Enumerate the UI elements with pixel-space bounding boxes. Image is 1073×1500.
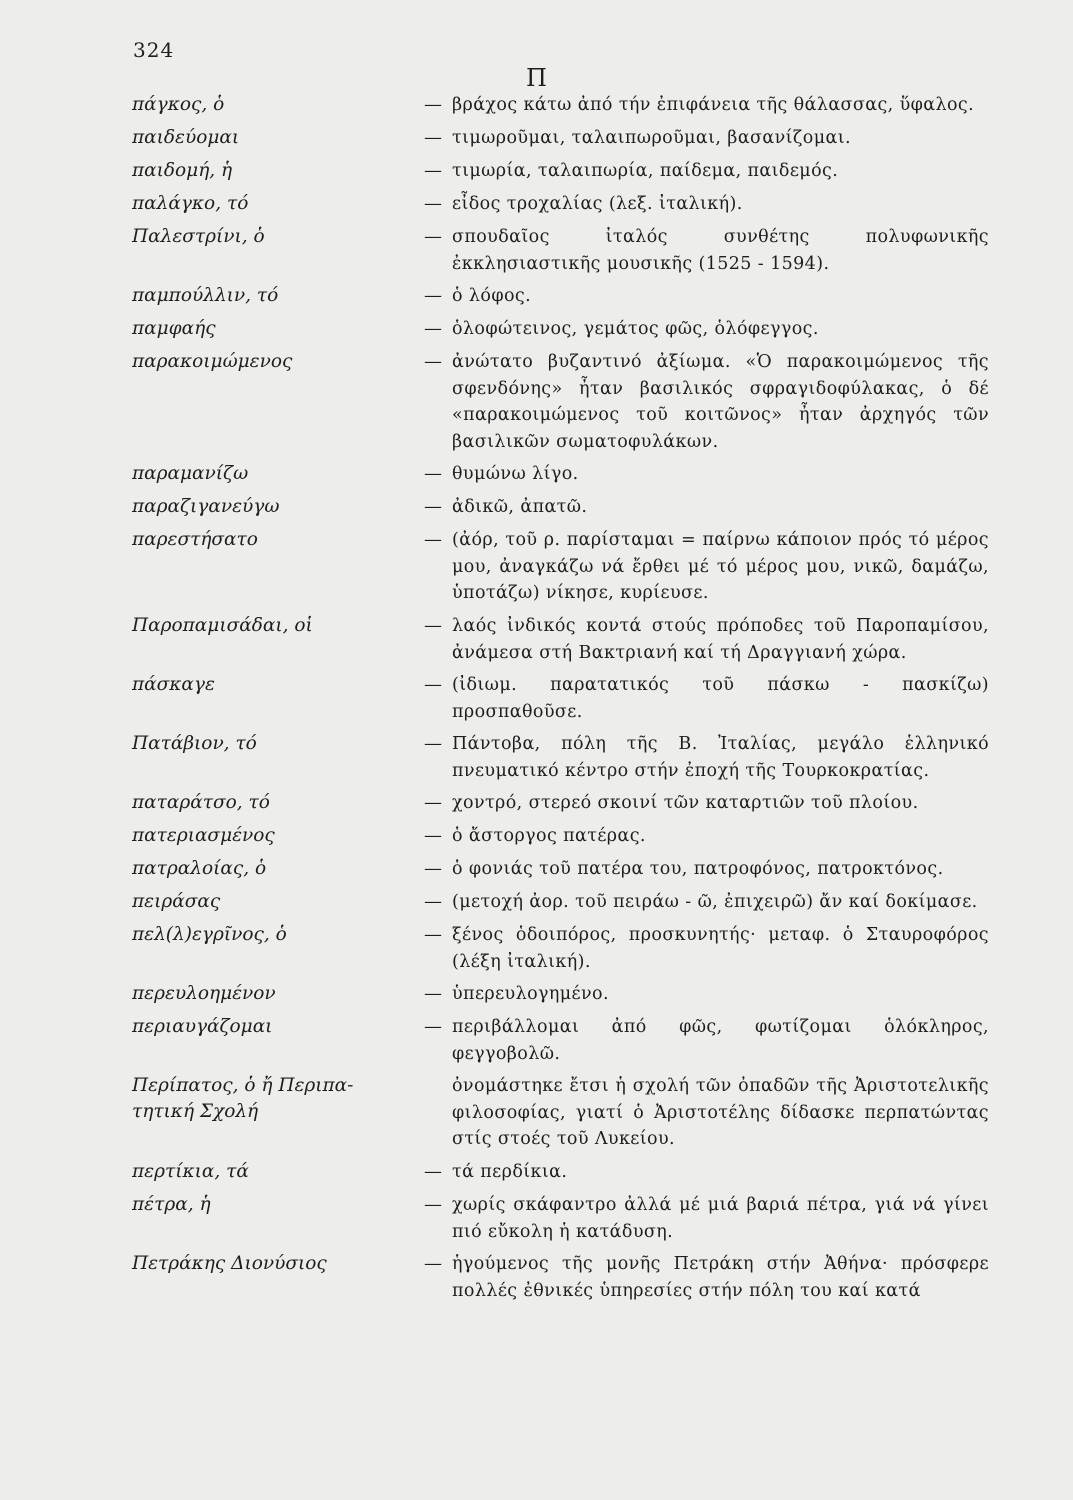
glossary-entry (0, 459, 1073, 492)
entry-headword: παταράτσο, τό (132, 792, 270, 813)
entry-headword: πέτρα, ἡ (132, 1194, 211, 1215)
glossary-entry (0, 222, 1073, 281)
entry-definition: ἀδικῶ, ἀπατῶ. (452, 497, 588, 517)
glossary-entries (0, 90, 1073, 1308)
entry-definition: ὁ ἄστοργος πατέρας. (452, 826, 646, 846)
entry-definition: περιβάλλομαι ἀπό φῶς, φωτίζομαι ὁλόκληρος, φεγγοβολῶ. (452, 1017, 989, 1064)
entry-dash: — (424, 94, 442, 115)
entry-headword: πάσκαγε (132, 674, 215, 695)
entry-headword: παραμανίζω (132, 463, 249, 484)
entry-definition: (ἰδιωμ. παρατατικός τοῦ πάσκω - πασκίζω) προσπαθοῦσε. (452, 675, 989, 722)
entry-definition: βράχος κάτω ἀπό τήν ἐπιφάνεια τῆς θάλασσας, ὕφαλος. (452, 95, 975, 115)
entry-definition: ὑπερευλογημένο. (452, 984, 609, 1004)
entry-definition: ξένος ὁδοιπόρος, προσκυνητής· μεταφ. ὁ Σταυροφόρος (λέξη ἰταλική). (452, 925, 989, 972)
entry-dash: — (424, 318, 442, 339)
glossary-entry (0, 788, 1073, 821)
glossary-entry (0, 887, 1073, 920)
page-number: 324 (133, 38, 175, 62)
glossary-entry (0, 123, 1073, 156)
entry-dash: — (424, 891, 442, 912)
entry-definition: τιμωροῦμαι, ταλαιπωροῦμαι, βασανίζομαι. (452, 128, 851, 148)
glossary-entry (0, 979, 1073, 1012)
entry-headword: Παροπαμισάδαι, οἱ (132, 615, 313, 636)
entry-dash: — (424, 983, 442, 1004)
entry-definition: ἡγούμενος τῆς μονῆς Πετράκη στήν Ἀθήνα· πρόσφερε πολλές ἐθνικές ὑπηρεσίες στήν πόλη του καί κατά (452, 1254, 989, 1301)
entry-dash: — (424, 924, 442, 945)
glossary-entry (0, 347, 1073, 459)
entry-definition: θυμώνω λίγο. (452, 464, 579, 484)
glossary-entry (0, 1012, 1073, 1071)
glossary-entry (0, 314, 1073, 347)
entry-dash: — (424, 529, 442, 550)
entry-dash: — (424, 825, 442, 846)
entry-dash: — (424, 733, 442, 754)
glossary-entry (0, 1190, 1073, 1249)
entry-dash: — (424, 1161, 442, 1182)
entry-headword: Παλεστρίνι, ὁ (132, 226, 265, 247)
entry-definition: χωρίς σκάφαντρο ἀλλά μέ μιά βαριά πέτρα, γιά νά γίνει πιό εὔκολη ἡ κατάδυση. (452, 1195, 989, 1242)
entry-definition: τά περδίκια. (452, 1162, 568, 1182)
entry-definition: (μετοχή ἀορ. τοῦ πειράω - ῶ, ἐπιχειρῶ) ἄν καί δοκίμασε. (452, 892, 978, 912)
entry-headword: περιαυγάζομαι (132, 1016, 273, 1037)
glossary-entry (0, 189, 1073, 222)
entry-headword: Περίπατος, ὁ ἤ Περιπα- τητική Σχολή (132, 1075, 354, 1122)
entry-headword: πατραλοίας, ὁ (132, 858, 267, 879)
glossary-entry (0, 281, 1073, 314)
entry-dash: — (424, 193, 442, 214)
glossary-entry (0, 1071, 1073, 1157)
entry-headword: πειράσας (132, 891, 221, 912)
entry-dash: — (424, 792, 442, 813)
entry-headword: πατεριασμένος (132, 825, 275, 846)
entry-dash: — (424, 463, 442, 484)
glossary-entry (0, 90, 1073, 123)
entry-dash: — (424, 858, 442, 879)
entry-headword: παλάγκο, τό (132, 193, 249, 214)
entry-dash: — (424, 160, 442, 181)
entry-definition: ὀνομάστηκε ἔτσι ἡ σχολή τῶν ὀπαδῶν τῆς Ἀριστοτελικῆς φιλοσοφίας, γιατί ὁ Ἀριστοτέλης δίδασκε περπατώντας στίς στοές τοῦ Λυκείου. (452, 1076, 989, 1149)
entry-headword: παραζιγανεύγω (132, 496, 280, 517)
entry-dash: — (424, 1016, 442, 1037)
entry-definition: χοντρό, στερεό σκοινί τῶν καταρτιῶν τοῦ πλοίου. (452, 793, 919, 813)
entry-headword: παιδεύομαι (132, 127, 240, 148)
entry-headword: παμφαής (132, 318, 216, 339)
entry-headword: παιδομή, ἡ (132, 160, 233, 181)
entry-definition: (ἀόρ, τοῦ ρ. παρίσταμαι = παίρνω κάποιον πρός τό μέρος μου, ἀναγκάζω νά ἔρθει μέ τό μέρος μου, νικῶ, δαμάζω, ὑποτάζω) νίκησε, κυρίευσε. (452, 530, 989, 603)
glossary-entry (0, 1249, 1073, 1308)
entry-definition: εἶδος τροχαλίας (λεξ. ἰταλική). (452, 194, 743, 214)
entry-definition: ὁ λόφος. (452, 286, 532, 306)
glossary-entry (0, 492, 1073, 525)
entry-headword: περευλοημένον (132, 983, 276, 1004)
entry-dash: — (424, 1253, 442, 1274)
glossary-entry (0, 1157, 1073, 1190)
entry-headword: πάγκος, ὁ (132, 94, 225, 115)
entry-dash: — (424, 226, 442, 247)
entry-headword: περτίκια, τά (132, 1161, 249, 1182)
glossary-entry (0, 920, 1073, 979)
entry-definition: Πάντοβα, πόλη τῆς Β. Ἰταλίας, μεγάλο ἑλληνικό πνευματικό κέντρο στήν ἐποχή τῆς Τουρκοκρατίας. (452, 734, 989, 781)
entry-headword: παμπούλλιν, τό (132, 285, 279, 306)
glossary-entry (0, 854, 1073, 887)
glossary-entry (0, 670, 1073, 729)
entry-dash: — (424, 496, 442, 517)
entry-headword: πελ(λ)εγρῖνος, ὁ (132, 924, 287, 945)
glossary-entry (0, 611, 1073, 670)
entry-dash: — (424, 127, 442, 148)
section-letter: Π (526, 64, 547, 92)
entry-dash: — (424, 674, 442, 695)
entry-headword: Πετράκης Διονύσιος (132, 1253, 327, 1274)
entry-dash: — (424, 351, 442, 372)
entry-definition: ὁ φονιάς τοῦ πατέρα του, πατροφόνος, πατροκτόνος. (452, 859, 944, 879)
entry-definition: λαός ἰνδικός κοντά στούς πρόποδες τοῦ Παροπαμίσου, ἀνάμεσα στή Βακτριανή καί τή Δραγγιανή χώρα. (452, 616, 989, 663)
entry-headword: Πατάβιον, τό (132, 733, 257, 754)
glossary-entry (0, 525, 1073, 611)
glossary-entry (0, 156, 1073, 189)
entry-definition: τιμωρία, ταλαιπωρία, παίδεμα, παιδεμός. (452, 161, 839, 181)
entry-headword: παρακοιμώμενος (132, 351, 293, 372)
glossary-entry (0, 821, 1073, 854)
entry-definition: σπουδαῖος ἰταλός συνθέτης πολυφωνικῆς ἐκκλησιαστικῆς μουσικῆς (1525 - 1594). (452, 227, 989, 274)
glossary-entry (0, 729, 1073, 788)
entry-dash: — (424, 285, 442, 306)
entry-dash: — (424, 1194, 442, 1215)
entry-headword: παρεστήσατο (132, 529, 258, 550)
entry-definition: ἀνώτατο βυζαντινό ἀξίωμα. «Ὁ παρακοιμώμενος τῆς σφενδόνης» ἦταν βασιλικός σφραγιδοφύλακας, ὁ δέ «παρακοιμώμενος τοῦ κοιτῶνος» ἦταν ἀρχηγός τῶν βασιλικῶν σωματοφυλάκων. (452, 352, 989, 452)
entry-definition: ὁλοφώτεινος, γεμάτος φῶς, ὁλόφεγγος. (452, 319, 819, 339)
entry-dash: — (424, 615, 442, 636)
